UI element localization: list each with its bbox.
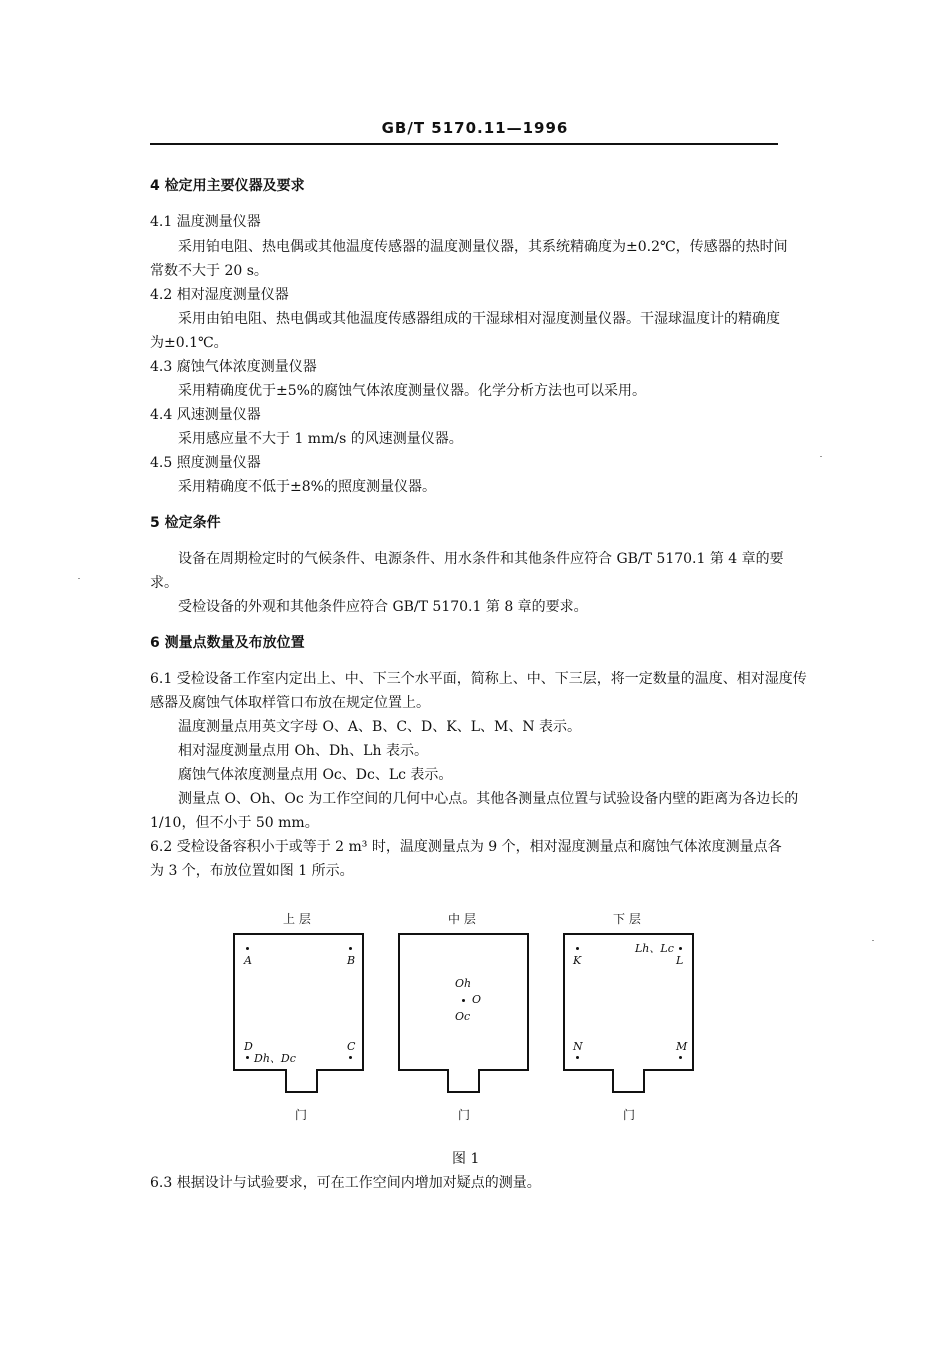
point-d-dot bbox=[246, 1056, 249, 1059]
point-n-dot bbox=[576, 1056, 579, 1059]
item-4-4-title: 4.4 风速测量仪器 bbox=[150, 407, 261, 423]
item-4-1-text-line2: 常数不大于 20 s。 bbox=[150, 263, 268, 279]
section-5-text-line1: 设备在周期检定时的气候条件、电源条件、用水条件和其他条件应符合 GB/T 5170.1 第 4 章的要 bbox=[178, 551, 784, 567]
item-4-3-title: 4.3 腐蚀气体浓度测量仪器 bbox=[150, 359, 317, 375]
point-n-label: N bbox=[573, 1040, 583, 1053]
item-6-1-line3: 温度测量点用英文字母 O、A、B、C、D、K、L、M、N 表示。 bbox=[178, 719, 582, 735]
item-4-2-title: 4.2 相对湿度测量仪器 bbox=[150, 287, 289, 303]
document-header: GB/T 5170.11—1996 bbox=[381, 119, 569, 137]
point-b-dot bbox=[349, 947, 352, 950]
section-5-heading: 5 检定条件 bbox=[150, 515, 221, 531]
point-l-dot bbox=[679, 947, 682, 950]
section-6-heading: 6 测量点数量及布放位置 bbox=[150, 635, 305, 651]
section-4-heading: 4 检定用主要仪器及要求 bbox=[150, 178, 305, 194]
point-o-label: O bbox=[472, 993, 482, 1006]
lower-door-label: 门 bbox=[623, 1108, 636, 1122]
point-lh-lc-label: Lh、Lc bbox=[635, 942, 674, 955]
point-c-label: C bbox=[347, 1040, 356, 1053]
upper-layer-title: 上 层 bbox=[283, 912, 311, 926]
middle-door bbox=[447, 1069, 480, 1093]
point-a-dot bbox=[246, 947, 249, 950]
point-o-dot bbox=[462, 999, 465, 1002]
point-b-label: B bbox=[347, 954, 356, 967]
lower-layer-title: 下 层 bbox=[613, 912, 641, 926]
scan-speck bbox=[820, 456, 822, 457]
middle-door-label: 门 bbox=[458, 1108, 471, 1122]
point-m-dot bbox=[679, 1056, 682, 1059]
item-6-1-line5: 腐蚀气体浓度测量点用 Oc、Dc、Lc 表示。 bbox=[178, 767, 453, 783]
item-4-4-text: 采用感应量不大于 1 mm/s 的风速测量仪器。 bbox=[178, 431, 463, 447]
item-6-1-line1: 6.1 受检设备工作室内定出上、中、下三个水平面，简称上、中、下三层，将一定数量的温度、相对湿度传 bbox=[150, 671, 807, 687]
item-4-2-text-line2: 为±0.1℃。 bbox=[150, 335, 228, 351]
figure-caption: 图 1 bbox=[452, 1151, 480, 1167]
upper-door bbox=[285, 1069, 318, 1093]
point-l-label: L bbox=[676, 954, 684, 967]
section-5-text-line3: 受检设备的外观和其他条件应符合 GB/T 5170.1 第 8 章的要求。 bbox=[178, 599, 588, 615]
item-4-3-text: 采用精确度优于±5%的腐蚀气体浓度测量仪器。化学分析方法也可以采用。 bbox=[178, 383, 646, 399]
item-6-1-line6: 测量点 O、Oh、Oc 为工作空间的几何中心点。其他各测量点位置与试验设备内壁的距离为各边长的 bbox=[178, 791, 799, 807]
item-6-1-line2: 感器及腐蚀气体取样管口布放在规定位置上。 bbox=[150, 695, 430, 711]
point-k-dot bbox=[576, 947, 579, 950]
item-6-1-line7: 1/10，但不小于 50 mm。 bbox=[150, 815, 319, 831]
point-k-label: K bbox=[573, 954, 582, 967]
item-4-1-title: 4.1 温度测量仪器 bbox=[150, 214, 261, 230]
item-4-5-text: 采用精确度不低于±8%的照度测量仪器。 bbox=[178, 479, 436, 495]
item-4-5-title: 4.5 照度测量仪器 bbox=[150, 455, 261, 471]
item-6-3: 6.3 根据设计与试验要求，可在工作空间内增加对疑点的测量。 bbox=[150, 1175, 541, 1191]
point-m-label: M bbox=[676, 1040, 688, 1053]
lower-door bbox=[612, 1069, 645, 1093]
item-6-2-line1: 6.2 受检设备容积小于或等于 2 m³ 时，温度测量点为 9 个，相对湿度测量点和腐蚀气体浓度测量点各 bbox=[150, 839, 782, 855]
point-oc-label: Oc bbox=[455, 1010, 471, 1023]
item-4-1-text-line1: 采用铂电阻、热电偶或其他温度传感器的温度测量仪器，其系统精确度为±0.2℃，传感器的热时间 bbox=[178, 239, 788, 255]
point-d-label: D bbox=[244, 1040, 253, 1053]
section-5-text-line2: 求。 bbox=[150, 575, 178, 591]
point-a-label: A bbox=[244, 954, 252, 967]
item-4-2-text-line1: 采用由铂电阻、热电偶或其他温度传感器组成的干湿球相对湿度测量仪器。干湿球温度计的精确度 bbox=[178, 311, 780, 327]
middle-layer-box bbox=[398, 933, 529, 1071]
scan-speck bbox=[78, 578, 80, 579]
point-c-dot bbox=[349, 1056, 352, 1059]
point-oh-label: Oh bbox=[455, 977, 472, 990]
item-6-2-line2: 为 3 个，布放位置如图 1 所示。 bbox=[150, 863, 354, 879]
header-rule bbox=[150, 143, 778, 145]
scan-speck bbox=[872, 940, 874, 941]
item-6-1-line4: 相对湿度测量点用 Oh、Dh、Lh 表示。 bbox=[178, 743, 428, 759]
upper-door-label: 门 bbox=[295, 1108, 308, 1122]
point-dh-dc-label: Dh、Dc bbox=[254, 1052, 296, 1065]
middle-layer-title: 中 层 bbox=[448, 912, 476, 926]
